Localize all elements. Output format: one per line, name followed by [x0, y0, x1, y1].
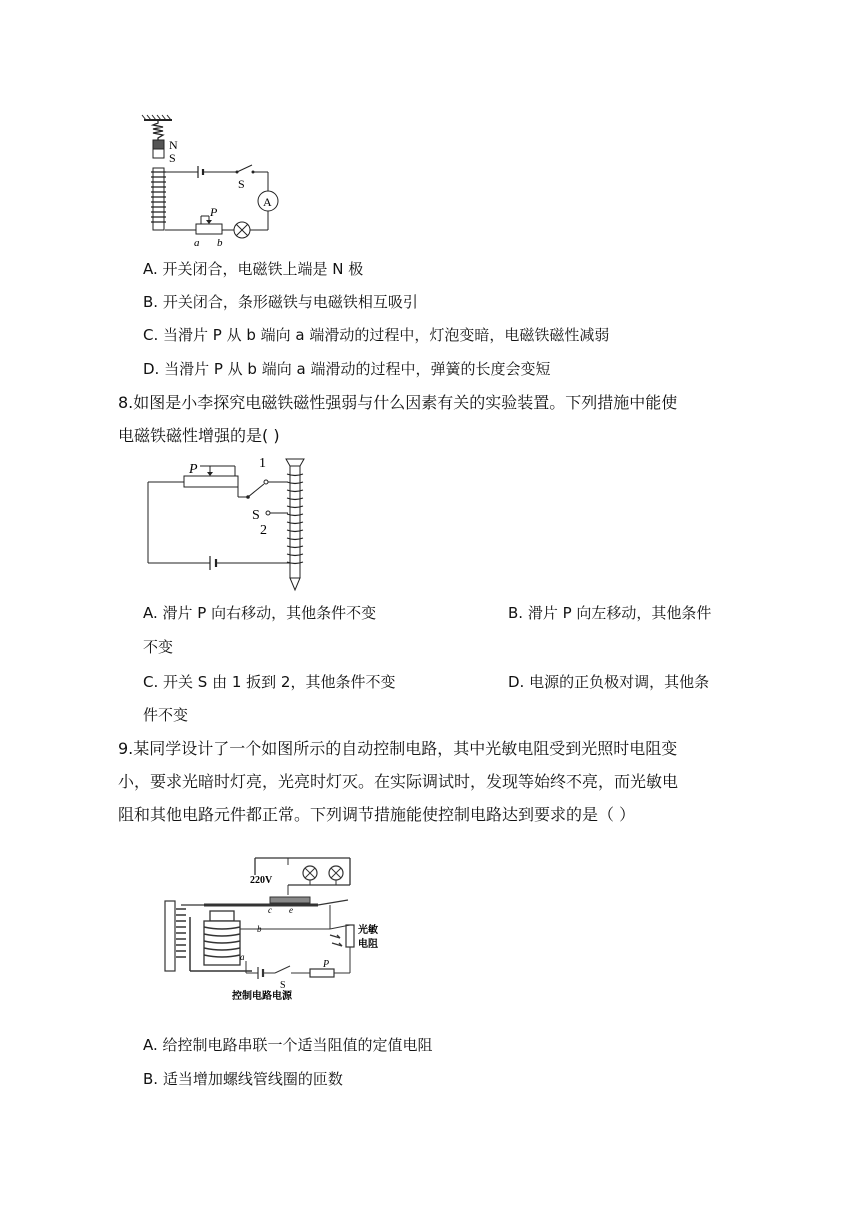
q7-label-s-switch: S: [238, 177, 245, 191]
q9-stem-line2: 小，要求光暗时灯亮，光亮时灯灭。在实际调试时，发现等始终不亮，而光敏电: [118, 772, 679, 791]
q8-option-b-line1: B. 滑片 P 向左移动，其他条件: [508, 604, 712, 622]
q7-label-n: N: [169, 138, 178, 152]
q9-caption: 控制电路电源: [232, 991, 292, 1002]
q8-stem-line1: 8.如图是小李探究电磁铁磁性强弱与什么因素有关的实验装置。下列措施中能使: [118, 393, 678, 412]
q9-label-a: a: [240, 952, 245, 962]
q7-label-p: P: [210, 205, 218, 219]
q8-label-s: S: [252, 508, 260, 523]
q8-option-c: C. 开关 S 由 1 扳到 2，其他条件不变: [143, 673, 396, 691]
q7-label-s-magnet: S: [169, 151, 176, 165]
q8-label-1: 1: [259, 456, 266, 471]
q9-circuit-figure: [160, 855, 385, 1003]
q8-label-p: P: [189, 462, 198, 477]
q9-label-p: P: [323, 959, 330, 970]
q7-circuit-figure: [138, 112, 298, 247]
q9-stem-line3: 阻和其他电路元件都正常。下列调节措施能使控制电路达到要求的是（ ）: [118, 805, 636, 824]
q7-label-a: a: [194, 237, 200, 247]
q8-option-d-line1: D. 电源的正负极对调，其他条: [508, 673, 710, 691]
q9-label-s: S: [280, 980, 286, 991]
q9-label-photo: 光敏电阻: [358, 925, 378, 950]
q9-label-c: c: [268, 905, 272, 915]
q8-circuit-figure: [140, 452, 330, 597]
q9-label-e: e: [289, 905, 293, 915]
q8-option-d-line2: 件不变: [143, 706, 189, 724]
q9-label-b: b: [257, 924, 262, 934]
q7-label-b: b: [217, 237, 223, 247]
q8-stem-line2: 电磁铁磁性增强的是( ): [118, 426, 280, 445]
q8-option-b-line2: 不变: [143, 638, 174, 656]
q7-option-b: B. 开关闭合，条形磁铁与电磁铁相互吸引: [143, 293, 418, 311]
q7-option-c: C. 当滑片 P 从 b 端向 a 端滑动的过程中，灯泡变暗，电磁铁磁性减弱: [143, 326, 610, 344]
q7-option-a: A. 开关闭合，电磁铁上端是 N 极: [143, 260, 364, 278]
q8-label-2: 2: [260, 523, 267, 538]
q9-option-a: A. 给控制电路串联一个适当阻值的定值电阻: [143, 1036, 433, 1054]
q9-label-220v: 220V: [250, 875, 273, 886]
q7-label-a-meter: A: [263, 195, 272, 209]
q8-option-a: A. 滑片 P 向右移动，其他条件不变: [143, 604, 377, 622]
q7-option-d: D. 当滑片 P 从 b 端向 a 端滑动的过程中，弹簧的长度会变短: [143, 360, 551, 378]
q9-option-b: B. 适当增加螺线管线圈的匝数: [143, 1070, 343, 1088]
q9-stem-line1: 9.某同学设计了一个如图所示的自动控制电路，其中光敏电阻受到光照时电阻变: [118, 739, 678, 758]
